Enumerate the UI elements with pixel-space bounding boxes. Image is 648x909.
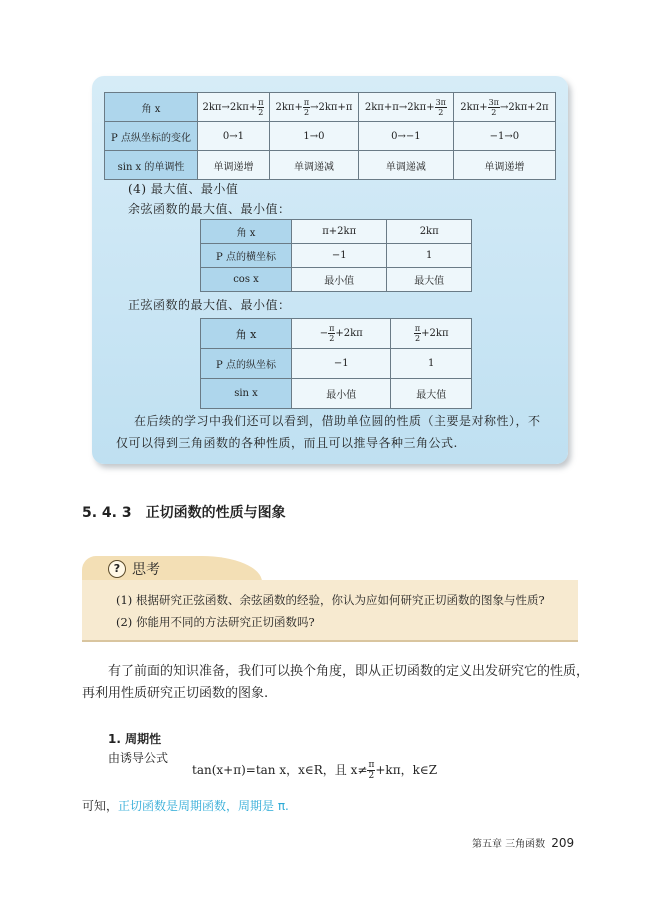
table-cell: 最大值 <box>387 268 472 292</box>
table-cell: 最小值 <box>292 268 387 292</box>
conclusion: 可知，正切函数是周期函数，周期是 π. <box>82 799 289 813</box>
question-icon: ? <box>108 560 126 578</box>
period-title: 1. 周期性 <box>108 732 162 746</box>
box-paragraph-line-2: 仅可以得到三角函数的各种性质，而且可以推导各种三角公式. <box>116 436 458 450</box>
table-cell: 0→1 <box>198 122 270 151</box>
row-label: sin x 的单调性 <box>105 151 198 180</box>
table-header: π+2kπ <box>292 220 387 244</box>
period-intro: 由诱导公式 <box>108 751 169 765</box>
sin-intro: 正弦函数的最大值、最小值： <box>128 298 291 312</box>
intro-line-2: 再利用性质研究正切函数的图象. <box>82 686 269 701</box>
cos-extrema-table <box>200 219 472 292</box>
row-label: sin x <box>201 379 292 409</box>
interval-4: 2kπ+ $\frac{3\pi}{2}$ →2kπ+2π <box>453 93 555 122</box>
table-cell: 单调递增 <box>198 151 270 180</box>
table-header: − $\frac{\pi}{2}$ +2kπ <box>292 319 391 349</box>
table-cell: 最大值 <box>391 379 472 409</box>
interval-3: 2kπ+π→2kπ+ $\frac{3\pi}{2}$ <box>358 93 453 122</box>
table-cell: −1→0 <box>453 122 555 151</box>
table-cell: 最小值 <box>292 379 391 409</box>
table-cell: −1 <box>292 244 387 268</box>
think-box <box>82 580 578 642</box>
table-cell: 单调递减 <box>269 151 358 180</box>
section-number: 5. 4. 3 <box>82 505 132 521</box>
section-heading <box>82 502 286 522</box>
page-footer <box>472 835 574 850</box>
table-cell: 1 <box>387 244 472 268</box>
table-cell: −1 <box>292 349 391 379</box>
section-4-title: (4) 最大值、最小值 <box>128 182 239 196</box>
row-label: cos x <box>201 268 292 292</box>
angle-header: 角 x <box>105 93 198 122</box>
tan-formula: tan(x+π)=tan x，x∈R，且 x≠ $\frac{\pi}{2}$ +kπ，k∈Z <box>192 760 438 781</box>
intro-line-1: 有了前面的知识准备，我们可以换个角度，即从正切函数的定义出发研究它的性质， <box>108 664 590 679</box>
row-label: P 点的纵坐标 <box>201 349 292 379</box>
sin-extrema-table <box>200 318 472 409</box>
page-number: 209 <box>551 836 575 850</box>
table-cell: 单调递增 <box>453 151 555 180</box>
table-cell: 1→0 <box>269 122 358 151</box>
sin-monotonic-table <box>104 92 556 180</box>
table-cell: 0→−1 <box>358 122 453 151</box>
interval-2: 2kπ+ $\frac{\pi}{2}$ →2kπ+π <box>269 93 358 122</box>
chapter-label: 第五章 三角函数 <box>472 839 546 850</box>
box-paragraph-line-1: 在后续的学习中我们还可以看到，借助单位圆的性质（主要是对称性），不 <box>134 414 541 428</box>
table-cell: 1 <box>391 349 472 379</box>
row-label: P 点纵坐标的变化 <box>105 122 198 151</box>
table-header: 2kπ <box>387 220 472 244</box>
table-header: 角 x <box>201 319 292 349</box>
table-header: 角 x <box>201 220 292 244</box>
table-cell: 单调递减 <box>358 151 453 180</box>
think-title: 思考 <box>132 562 160 578</box>
row-label: P 点的横坐标 <box>201 244 292 268</box>
highlight-text: 正切函数是周期函数，周期是 π. <box>118 799 289 813</box>
interval-1: 2kπ→2kπ+ $\frac{\pi}{2}$ <box>198 93 270 122</box>
content-box <box>92 76 568 464</box>
cos-intro: 余弦函数的最大值、最小值： <box>128 202 291 216</box>
table-header: $\frac{\pi}{2}$ +2kπ <box>391 319 472 349</box>
think-question-1: (1) 根据研究正弦函数、余弦函数的经验，你认为应如何研究正切函数的图象与性质? <box>116 593 545 607</box>
section-title: 正切函数的性质与图象 <box>145 505 286 521</box>
think-question-2: (2) 你能用不同的方法研究正切函数吗? <box>116 615 315 629</box>
